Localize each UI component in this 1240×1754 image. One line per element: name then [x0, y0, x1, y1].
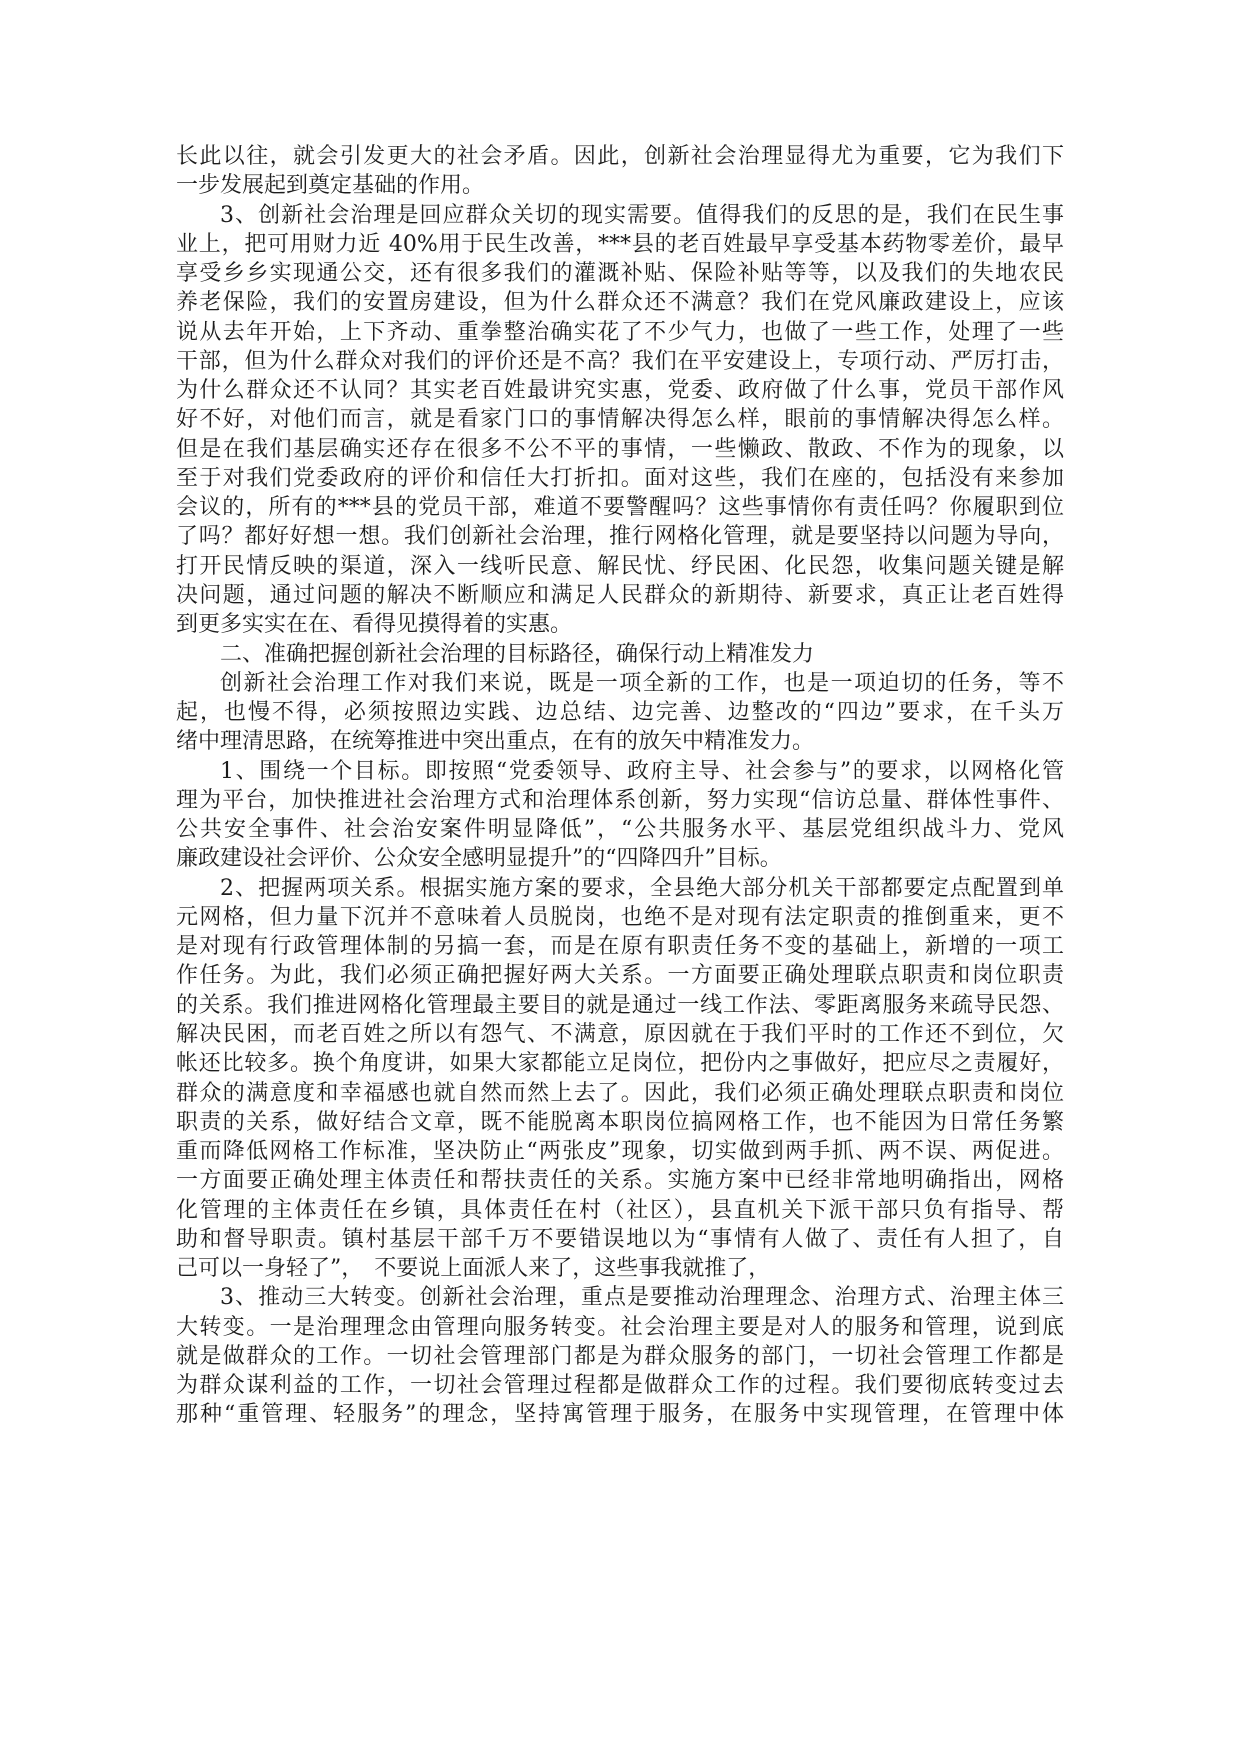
text-line: 大转变。一是治理理念由管理向服务转变。社会治理主要是对人的服务和管理，说到底 — [176, 1314, 1064, 1340]
paragraph — [176, 874, 1064, 1284]
text-line: 至于对我们党委政府的评价和信任大打折扣。面对这些，我们在座的，包括没有来参加 — [176, 465, 1064, 491]
text-line: 帐还比较多。换个角度讲，如果大家都能立足岗位，把份内之事做好，把应尽之责履好， — [176, 1051, 1064, 1077]
text-line: 养老保险，我们的安置房建设，但为什么群众还不满意？我们在党风廉政建设上，应该 — [176, 290, 1064, 316]
text-line: 己可以一身轻了”， 不要说上面派人来了，这些事我就推了， — [176, 1256, 771, 1282]
text-line: 一方面要正确处理主体责任和帮扶责任的关系。实施方案中已经非常地明确指出，网格 — [176, 1168, 1064, 1194]
text-line: 决问题，通过问题的解决不断顺应和满足人民群众的新期待、新要求，真正让老百姓得 — [176, 582, 1064, 608]
paragraph — [176, 201, 1064, 640]
text-line: 到更多实实在在、看得见摸得着的实惠。 — [176, 612, 573, 638]
paragraph — [176, 669, 1064, 757]
document-body — [176, 142, 1064, 1430]
text-line: 作任务。为此，我们必须正确把握好两大关系。一方面要正确处理联点职责和岗位职责 — [176, 963, 1064, 989]
text-line: 助和督导职责。镇村基层干部千万不要错误地以为“事情有人做了、责任有人担了，自 — [176, 1226, 1064, 1252]
text-line: 打开民情反映的渠道，深入一线听民意、解民忧、纾民困、化民怨，收集问题关键是解 — [176, 553, 1064, 579]
text-line: 理为平台，加快推进社会治理方式和治理体系创新，努力实现“信访总量、群体性事件、 — [176, 787, 1064, 813]
text-line: 廉政建设社会评价、公众安全感明显提升”的“四降四升”目标。 — [176, 846, 782, 872]
text-line: 长此以往，就会引发更大的社会矛盾。因此，创新社会治理显得尤为重要，它为我们下 — [176, 144, 1064, 169]
paragraph — [176, 757, 1064, 874]
text-line: 干部，但为什么群众对我们的评价还是不高？我们在平安建设上，专项行动、严厉打击， — [176, 348, 1064, 374]
text-line: 就是做群众的工作。一切社会管理部门都是为群众服务的部门，一切社会管理工作都是 — [176, 1343, 1064, 1369]
text-line: 享受乡乡实现通公交，还有很多我们的灌溉补贴、保险补贴等等，以及我们的失地农民 — [176, 261, 1064, 287]
text-line: 但是在我们基层确实还存在很多不公不平的事情，一些懒政、散政、不作为的现象，以 — [176, 436, 1064, 462]
heading-line: 二、准确把握创新社会治理的目标路径，确保行动上精准发力 — [220, 641, 815, 667]
text-line: 为什么群众还不认同？其实老百姓最讲究实惠，党委、政府做了什么事，党员干部作风 — [176, 378, 1064, 404]
text-line: 公共安全事件、社会治安案件明显降低”，“公共服务水平、基层党组织战斗力、党风 — [176, 817, 1064, 843]
text-line: 好不好，对他们而言，就是看家门口的事情解决得怎么样，眼前的事情解决得怎么样。 — [176, 407, 1064, 433]
text-line: 职责的关系，做好结合文章，既不能脱离本职岗位搞网格工作，也不能因为日常任务繁 — [176, 1109, 1064, 1135]
text-line: 那种“重管理、轻服务”的理念，坚持寓管理于服务，在服务中实现管理，在管理中体 — [176, 1402, 1064, 1428]
text-line: 为群众谋利益的工作，一切社会管理过程都是做群众工作的过程。我们要彻底转变过去 — [176, 1373, 1064, 1399]
text-line: 起，也慢不得，必须按照边实践、边总结、边完善、边整改的“四边”要求，在千头万 — [176, 700, 1064, 726]
text-line: 是对现有行政管理体制的另搞一套，而是在原有职责任务不变的基础上，新增的一项工 — [176, 934, 1064, 960]
text-line: 2、把握两项关系。根据实施方案的要求，全县绝大部分机关干部都要定点配置到单 — [220, 875, 1064, 901]
text-line: 重而降低网格工作标准，坚决防止“两张皮”现象，切实做到两手抓、两不误、两促进。 — [176, 1139, 1064, 1165]
text-line: 解决民困，而老百姓之所以有怨气、不满意，原因就在于我们平时的工作还不到位，欠 — [176, 1021, 1064, 1047]
text-line: 了吗？都好好想一想。我们创新社会治理，推行网格化管理，就是要坚持以问题为导向， — [176, 524, 1064, 550]
text-line: 创新社会治理工作对我们来说，既是一项全新的工作，也是一项迫切的任务，等不 — [220, 670, 1064, 696]
text-line: 绪中理清思路，在统筹推进中突出重点，在有的放矢中精准发力。 — [176, 729, 815, 755]
text-line: 的关系。我们推进网格化管理最主要目的就是通过一线工作法、零距离服务来疏导民怨、 — [176, 992, 1064, 1018]
text-line: 业上，把可用财力近 40%用于民生改善，***县的老百姓最早享受基本药物零差价，最早 — [176, 231, 1064, 257]
text-line: 1、围绕一个目标。即按照“党委领导、政府主导、社会参与”的要求，以网格化管 — [220, 758, 1064, 784]
text-line: 说从去年开始，上下齐动、重拳整治确实花了不少气力，也做了一些工作，处理了一些 — [176, 319, 1064, 345]
text-line: 一步发展起到奠定基础的作用。 — [176, 173, 485, 199]
paragraph — [176, 1283, 1064, 1429]
text-line: 会议的，所有的***县的党员干部，难道不要警醒吗？这些事情你有责任吗？你履职到位 — [176, 495, 1064, 521]
text-line: 群众的满意度和幸福感也就自然而然上去了。因此，我们必须正确处理联点职责和岗位 — [176, 1080, 1064, 1106]
paragraph — [176, 142, 1064, 201]
text-line: 3、创新社会治理是回应群众关切的现实需要。值得我们的反思的是，我们在民生事 — [220, 202, 1064, 228]
section-heading — [176, 640, 1064, 669]
text-line: 化管理的主体责任在乡镇，具体责任在村（社区），县直机关下派干部只负有指导、帮 — [176, 1197, 1064, 1223]
text-line: 3、推动三大转变。创新社会治理，重点是要推动治理理念、治理方式、治理主体三 — [220, 1285, 1064, 1311]
text-line: 元网格，但力量下沉并不意味着人员脱岗，也绝不是对现有法定职责的推倒重来，更不 — [176, 904, 1064, 930]
